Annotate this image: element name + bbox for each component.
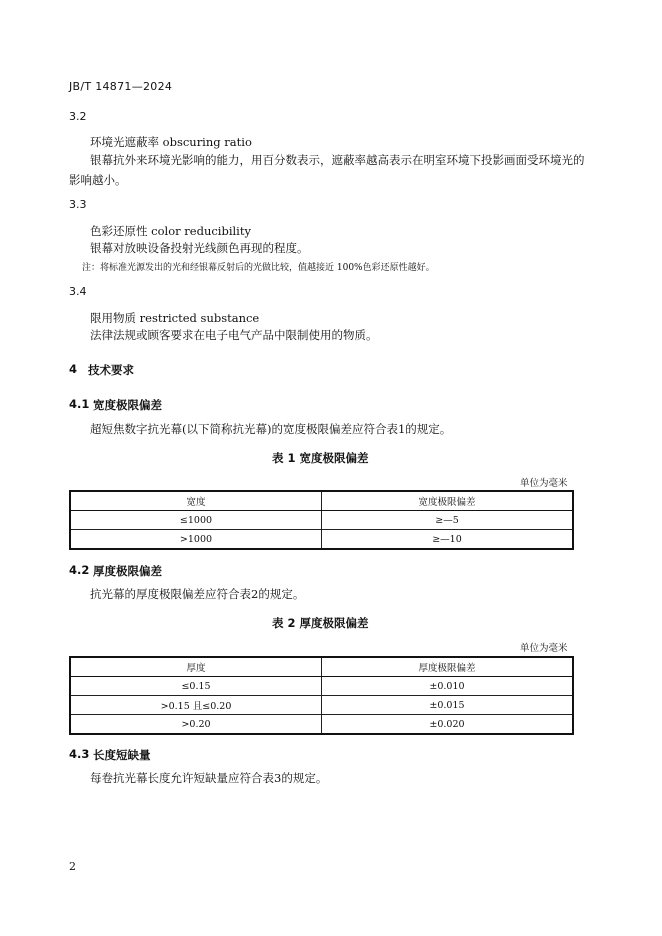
- definition-3-2-line2: 影响越小。: [69, 173, 127, 187]
- table2-cell: ≤0.15: [70, 677, 322, 696]
- table2-cell: ±0.020: [322, 715, 574, 735]
- clause-text-4-1: 超短焦数字抗光幕(以下简称抗光幕)的宽度极限偏差应符合表1的规定。: [90, 422, 452, 436]
- chapter-number-4: 4: [69, 362, 78, 376]
- clause-title-4-1: 宽度极限偏差: [93, 398, 162, 412]
- table-row: [70, 677, 573, 696]
- table-row: [70, 511, 573, 530]
- table1-caption: 表 1 宽度极限偏差: [272, 451, 369, 465]
- clause-number-3-3: 3.3: [69, 198, 87, 211]
- definition-3-4: 法律法规或顾客要求在电子电气产品中限制使用的物质。: [90, 328, 378, 342]
- table2-cell: >0.20: [70, 715, 322, 735]
- definition-3-3: 银幕对放映设备投射光线颜色再现的程度。: [90, 241, 309, 255]
- table2-cell: ±0.015: [322, 696, 574, 715]
- table-row: [70, 715, 573, 735]
- clause-number-3-4: 3.4: [69, 285, 87, 298]
- table2-caption: 表 2 厚度极限偏差: [272, 616, 369, 630]
- standard-code: JB/T 14871—2024: [69, 80, 173, 93]
- table2-header-deviation: 厚度极限偏差: [322, 657, 574, 677]
- table1: [69, 490, 574, 550]
- page-number: 2: [69, 860, 76, 873]
- table1-header-width: 宽度: [70, 491, 322, 511]
- definition-3-2-line1: 银幕抗外来环境光影响的能力，用百分数表示，遮蔽率越高表示在明室环境下投影画面受环境光的: [90, 153, 585, 167]
- term-3-3: 色彩还原性 color reducibility: [90, 224, 251, 238]
- clause-text-4-2: 抗光幕的厚度极限偏差应符合表2的规定。: [90, 587, 305, 601]
- clause-number-4-2: 4.2: [69, 563, 90, 577]
- chapter-title-4: 技术要求: [88, 363, 134, 377]
- table2-cell: ±0.010: [322, 677, 574, 696]
- clause-number-3-2: 3.2: [69, 110, 87, 123]
- table2: [69, 656, 574, 735]
- clause-title-4-3: 长度短缺量: [93, 748, 151, 762]
- clause-number-4-1: 4.1: [69, 397, 90, 411]
- table2-cell: >0.15 且≤0.20: [70, 696, 322, 715]
- term-3-4: 限用物质 restricted substance: [90, 311, 260, 325]
- table1-unit: 单位为毫米: [520, 478, 568, 489]
- clause-text-4-3: 每卷抗光幕长度允许短缺量应符合表3的规定。: [90, 771, 328, 785]
- term-3-2: 环境光遮蔽率 obscuring ratio: [90, 135, 252, 149]
- table1-header-row: [70, 491, 573, 511]
- table1-header-deviation: 宽度极限偏差: [322, 491, 574, 511]
- table2-header-thickness: 厚度: [70, 657, 322, 677]
- table1-cell: ≥—5: [322, 511, 574, 530]
- note-3-3: 注：将标准光源发出的光和经银幕反射后的光做比较，值越接近 100%色彩还原性越好。: [82, 263, 435, 273]
- table-row: [70, 696, 573, 715]
- table1-cell: >1000: [70, 530, 322, 550]
- clause-number-4-3: 4.3: [69, 747, 90, 761]
- table-row: [70, 530, 573, 550]
- clause-title-4-2: 厚度极限偏差: [93, 564, 162, 578]
- table1-cell: ≤1000: [70, 511, 322, 530]
- table2-unit: 单位为毫米: [520, 643, 568, 654]
- table1-cell: ≥—10: [322, 530, 574, 550]
- table2-header-row: [70, 657, 573, 677]
